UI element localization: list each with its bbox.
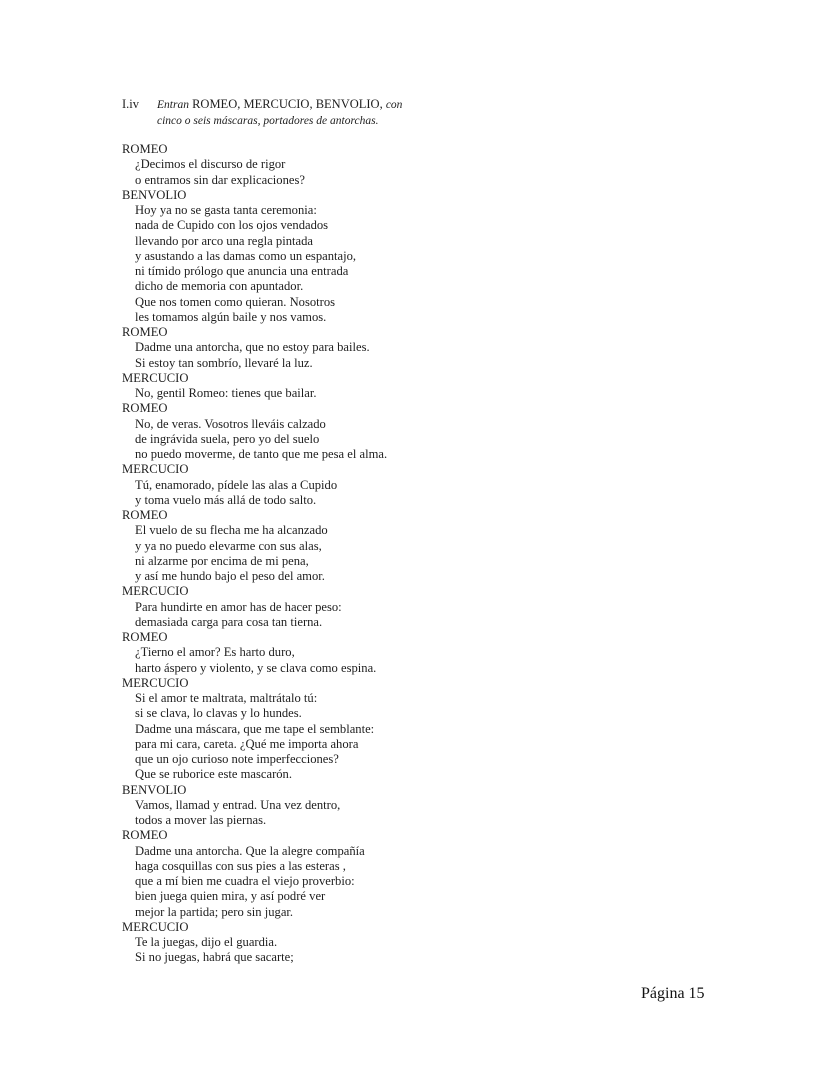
heading-line-1: [122, 96, 402, 113]
verse-line: y toma vuelo más allá de todo salto.: [135, 492, 317, 507]
speaker-name: ROMEO: [122, 142, 168, 156]
verse-line: y así me hundo bajo el peso del amor.: [135, 569, 325, 583]
verse-line: Dadme una antorcha, que no estoy para bailes.: [135, 340, 370, 355]
verse-line: que un ojo curioso note imperfecciones?: [135, 752, 339, 766]
dialogue: [122, 142, 387, 966]
verse-line: Si no juegas, habrá que sacarte;: [135, 950, 294, 965]
verse-line: dicho de memoria con apuntador.: [135, 279, 304, 294]
verse-line: Vamos, llamad y entrad. Una vez dentro,: [135, 797, 341, 812]
verse-line: y asustando a las damas como un espantajo,: [135, 248, 357, 263]
stage-direction-italic: Entran: [157, 99, 189, 111]
verse-line: no puedo moverme, de tanto que me pesa el alma.: [135, 447, 388, 461]
verse-line: que a mí bien me cuadra el viejo proverbio:: [135, 874, 355, 888]
verse-line: de ingrávida suela, pero yo del suelo: [135, 431, 320, 446]
speaker-name: ROMEO: [122, 325, 168, 339]
verse-line: haga cosquillas con sus pies a las esteras ,: [135, 858, 346, 873]
verse-line: Que se ruborice este mascarón.: [135, 767, 293, 782]
verse-line: Hoy ya no se gasta tanta ceremonia:: [135, 203, 317, 217]
verse-line: y ya no puedo elevarme con sus alas,: [135, 538, 322, 553]
verse-line: Dadme una antorcha. Que la alegre compañía: [135, 843, 365, 858]
verse-line: demasiada carga para cosa tan tierna.: [135, 614, 323, 629]
verse-line: ¿Decimos el discurso de rigor: [135, 157, 286, 172]
verse-line: Para hundirte en amor has de hacer peso:: [135, 599, 342, 614]
speaker-name: MERCUCIO: [122, 370, 189, 385]
verse-line: Si el amor te maltrata, maltrátalo tú:: [135, 691, 318, 705]
stage-direction-characters: ROMEO, MERCUCIO, BENVOLIO,: [188, 97, 386, 111]
verse-line: Tú, enamorado, pídele las alas a Cupido: [135, 477, 338, 492]
verse-line: para mi cara, careta. ¿Qué me importa ahora: [135, 736, 359, 751]
verse-line: harto áspero y violento, y se clava como espina.: [135, 660, 377, 675]
stage-direction-italic-con: con: [385, 99, 403, 111]
verse-line: mejor la partida; pero sin jugar.: [135, 904, 294, 919]
verse-line: Si estoy tan sombrío, llevaré la luz.: [135, 355, 313, 370]
speaker-name: MERCUCIO: [122, 584, 189, 599]
speaker-name: ROMEO: [122, 630, 168, 644]
speaker-name: MERCUCIO: [122, 675, 189, 690]
speaker-name: BENVOLIO: [122, 782, 187, 797]
verse-line: nada de Cupido con los ojos vendados: [135, 218, 329, 233]
page-number: Página 15: [641, 985, 705, 1002]
verse-line: ¿Tierno el amor? Es harto duro,: [135, 645, 295, 660]
verse-line: No, de veras. Vosotros lleváis calzado: [135, 416, 326, 431]
verse-line: ni alzarme por encima de mi pena,: [135, 553, 309, 568]
speaker-name: ROMEO: [122, 508, 168, 522]
verse-line: El vuelo de su flecha me ha alcanzado: [135, 523, 328, 538]
scene-heading: [122, 96, 402, 129]
verse-line: Dadme una máscara, que me tape el semblante:: [135, 721, 375, 736]
speaker-name: MERCUCIO: [122, 919, 189, 934]
verse-line: Te la juegas, dijo el guardia.: [135, 935, 278, 949]
verse-line: No, gentil Romeo: tienes que bailar.: [135, 386, 317, 400]
speaker-name: MERCUCIO: [122, 462, 189, 477]
verse-line: todos a mover las piernas.: [135, 813, 267, 827]
verse-line: Que nos tomen como quieran. Nosotros: [135, 294, 336, 309]
speaker-name: ROMEO: [122, 828, 168, 843]
speaker-name: ROMEO: [122, 401, 168, 416]
scene-number: I.iv: [122, 97, 140, 111]
verse-line: bien juega quien mira, y así podré ver: [135, 889, 326, 904]
verse-line: o entramos sin dar explicaciones?: [135, 172, 305, 187]
verse-line: les tomamos algún baile y nos vamos.: [135, 309, 327, 324]
verse-line: llevando por arco una regla pintada: [135, 233, 313, 248]
stage-direction-line-2: cinco o seis máscaras, portadores de antorchas.: [157, 115, 379, 127]
verse-line: si se clava, lo clavas y lo hundes.: [135, 706, 302, 721]
speaker-name: BENVOLIO: [122, 187, 187, 202]
verse-line: ni tímido prólogo que anuncia una entrada: [135, 264, 349, 278]
